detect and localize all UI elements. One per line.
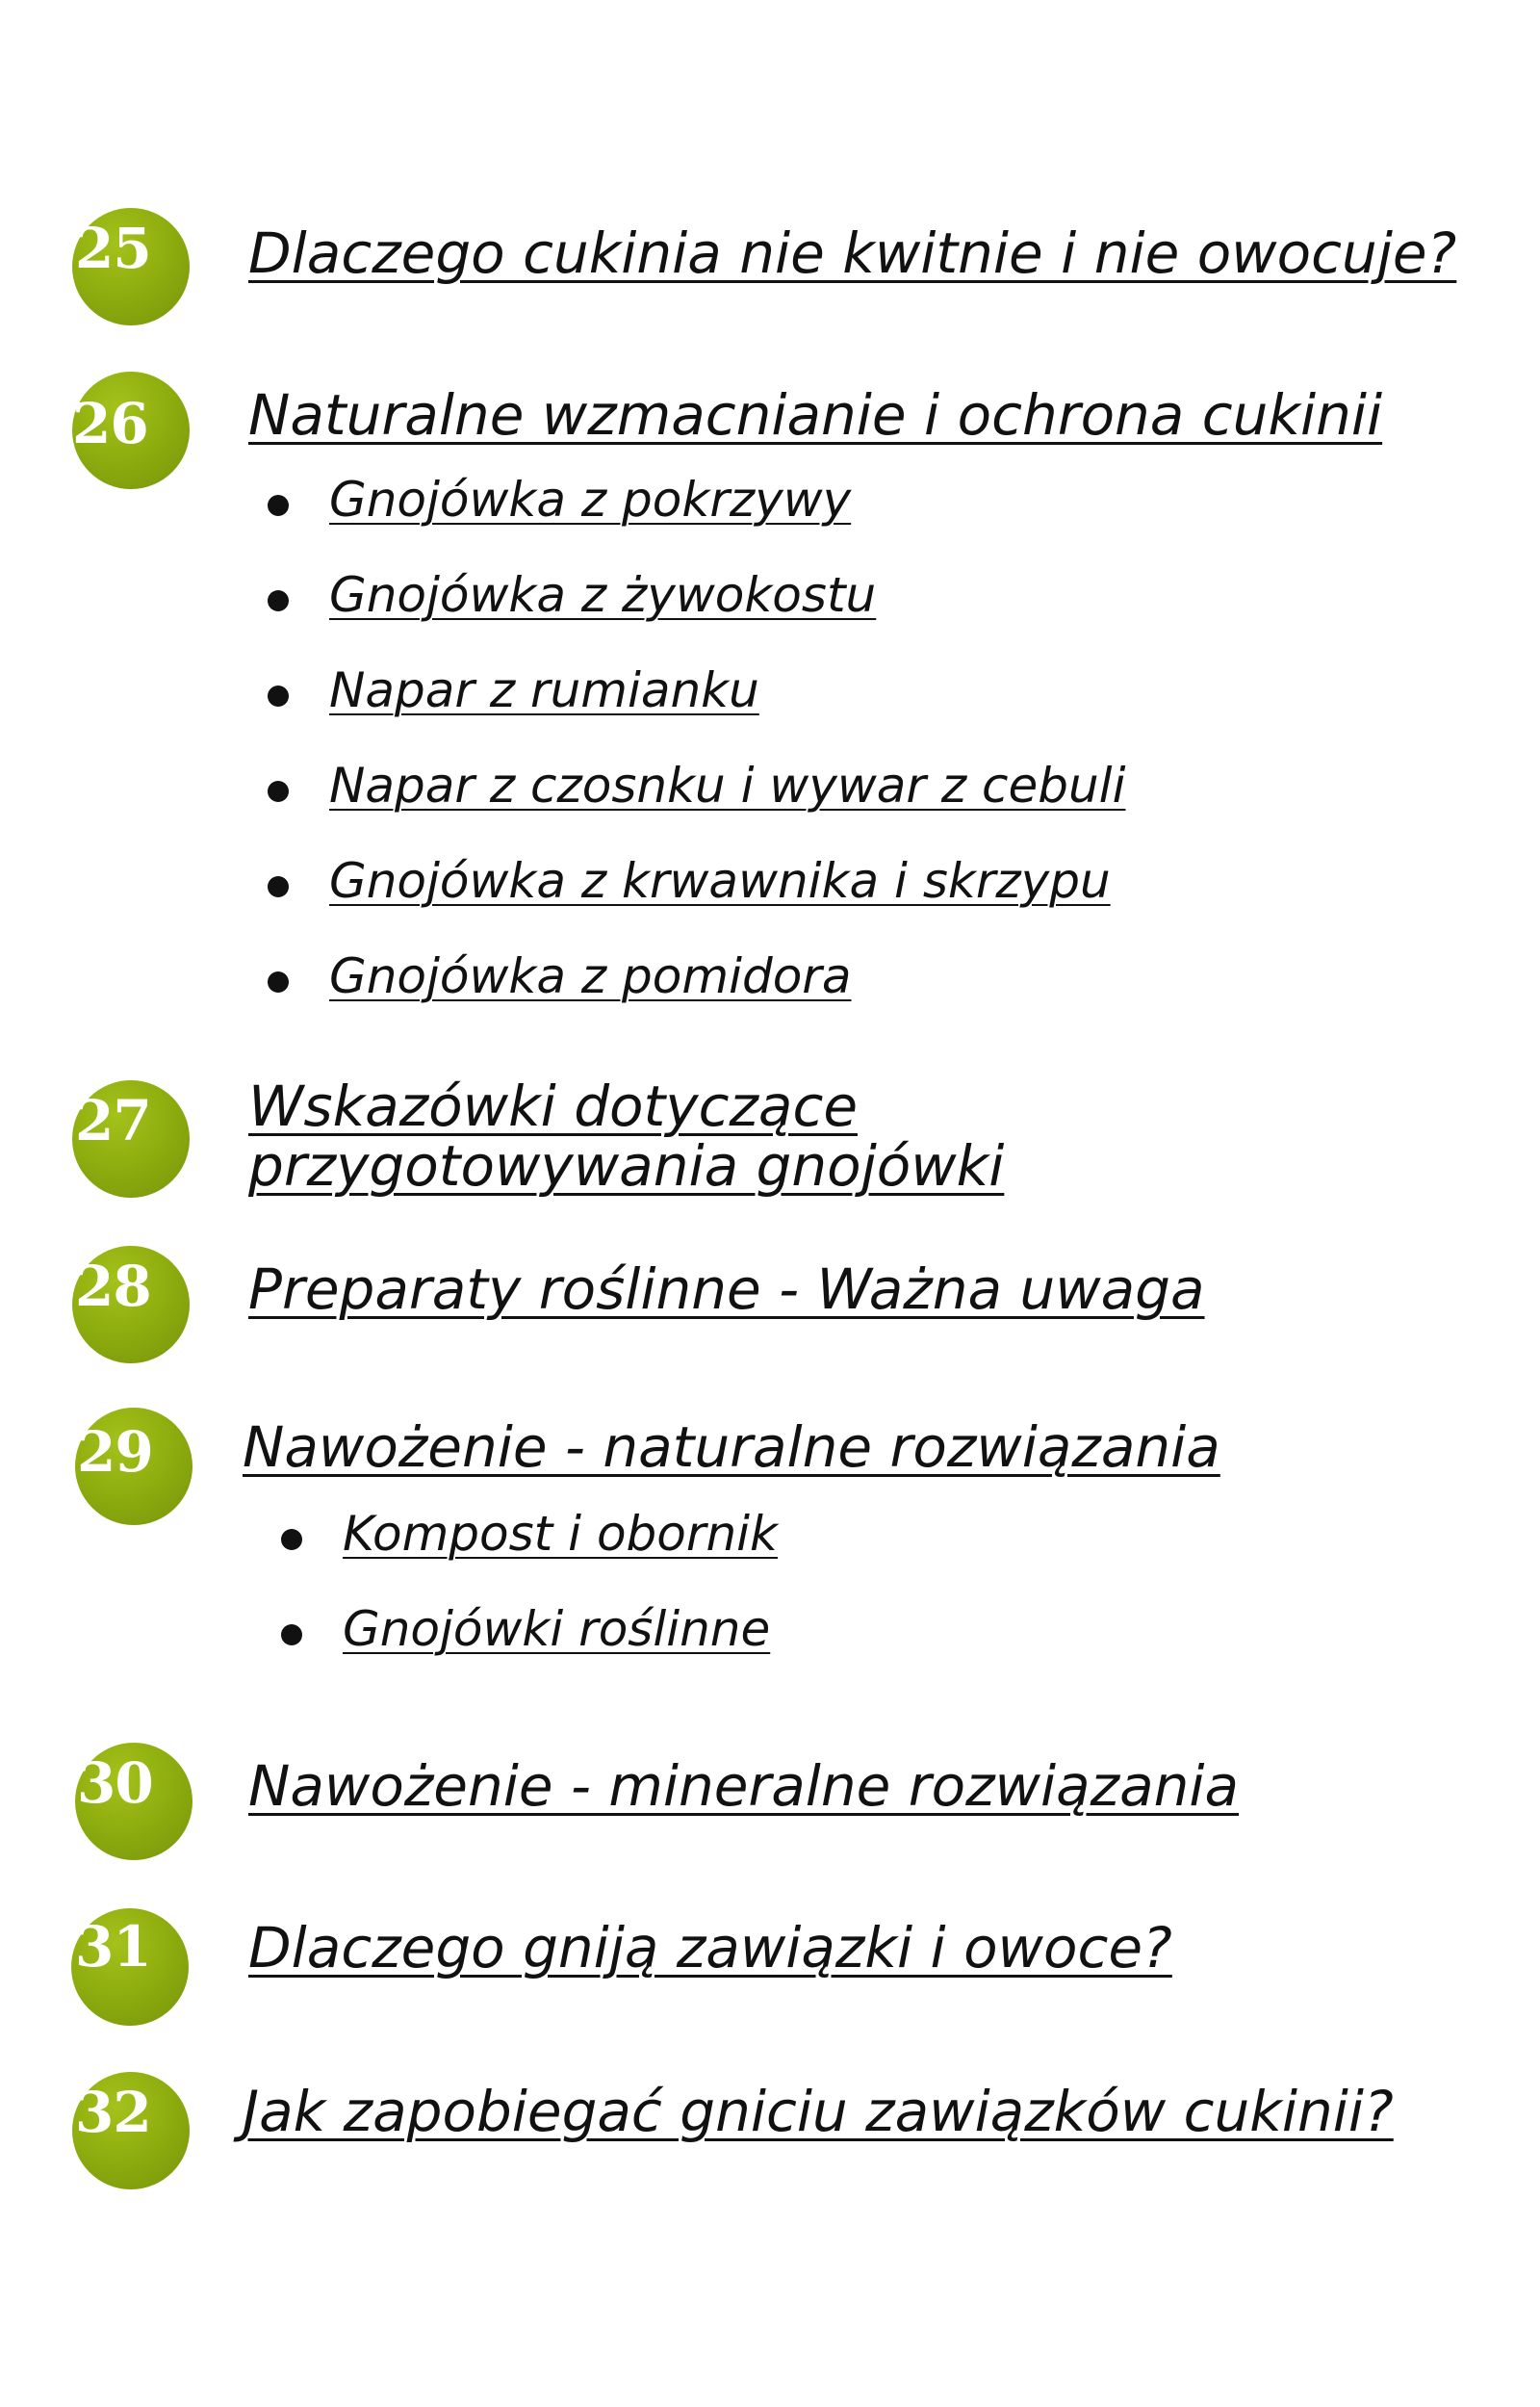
toc-entry-title[interactable]: Dlaczego gniją zawiązki i owoce?	[248, 1915, 1172, 1980]
toc-subitem-label[interactable]: Napar z rumianku	[329, 662, 759, 718]
bullet-icon	[268, 876, 289, 897]
page-number: 32	[75, 2080, 151, 2145]
toc-entry-title[interactable]: Jak zapobiegać gniciu zawiązków cukinii?	[243, 2079, 1394, 2144]
toc-entry-title[interactable]: Dlaczego cukinia nie kwitnie i nie owocuje?	[248, 220, 1457, 286]
bullet-icon	[281, 1624, 302, 1645]
page-number: 27	[75, 1088, 151, 1153]
page-number: 29	[77, 1419, 153, 1485]
toc-subitem-label[interactable]: Gnojówka z żywokostu	[329, 567, 877, 623]
toc-subitem-label[interactable]: Kompost i obornik	[343, 1506, 778, 1562]
toc-subitem-label[interactable]: Napar z czosnku i wywar z cebuli	[329, 758, 1126, 814]
bullet-icon	[268, 686, 289, 707]
toc-subitem-label[interactable]: Gnojówka z pokrzywy	[329, 472, 852, 528]
bullet-icon	[268, 590, 289, 611]
toc-entry-title[interactable]: Nawożenie - mineralne rozwiązania	[248, 1753, 1240, 1819]
page-number: 30	[77, 1750, 153, 1816]
toc-entry-title[interactable]: Preparaty roślinne - Ważna uwaga	[248, 1256, 1205, 1322]
toc-entry-title[interactable]: Wskazówki dotyczące przygotowywania gnojówki	[248, 1074, 1005, 1199]
page-number: 26	[72, 391, 148, 456]
toc-entry-title[interactable]: Nawożenie - naturalne rozwiązania	[243, 1414, 1220, 1480]
toc-entry-title[interactable]: Naturalne wzmacnianie i ochrona cukinii	[248, 382, 1383, 448]
toc-subitem-label[interactable]: Gnojówki roślinne	[343, 1601, 771, 1657]
page-number: 31	[75, 1914, 151, 1980]
bullet-icon	[281, 1529, 302, 1550]
bullet-icon	[268, 495, 289, 516]
bullet-icon	[268, 971, 289, 993]
page-number: 25	[75, 216, 151, 281]
page-number: 28	[75, 1254, 151, 1319]
bullet-icon	[268, 781, 289, 802]
toc-subitem-label[interactable]: Gnojówka z pomidora	[329, 948, 852, 1004]
toc-subitem-label[interactable]: Gnojówka z krwawnika i skrzypu	[329, 853, 1111, 909]
